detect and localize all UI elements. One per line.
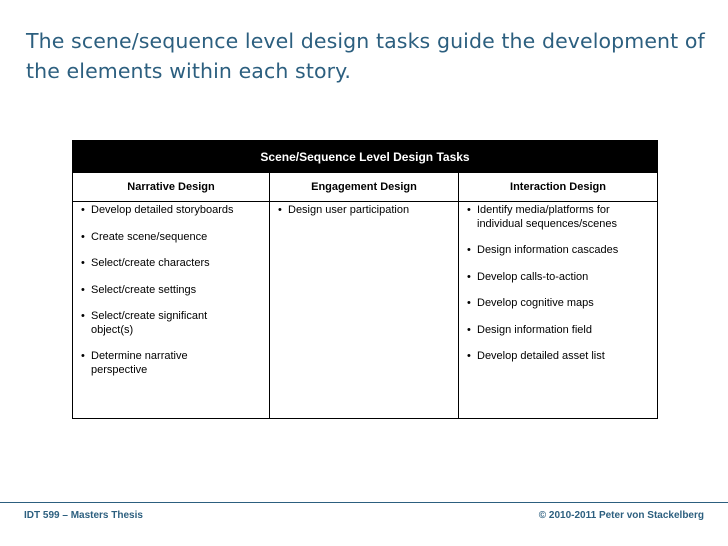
design-tasks-table (72, 140, 658, 419)
list-item: • Develop detailed asset list (467, 350, 651, 364)
list-item: • Create scene/sequence (81, 231, 263, 245)
engagement-design-column (270, 202, 459, 419)
list-item: • Develop cognitive maps (467, 297, 651, 311)
list-item: • Select/create settings (81, 284, 263, 298)
list-item: • Design user participation (278, 204, 452, 218)
list-item: • Develop detailed storyboards (81, 204, 263, 218)
column-header-engagement: Engagement Design (270, 173, 459, 201)
list-item: • Determine narrative perspective (81, 350, 201, 377)
footer-copyright: © 2010-2011 Peter von Stackelberg (538, 510, 704, 521)
column-header-narrative: Narrative Design (73, 173, 270, 201)
footer-course-label: IDT 599 – Masters Thesis (24, 510, 143, 521)
column-header-interaction: Interaction Design (510, 181, 606, 193)
table-header: Scene/Sequence Level Design Tasks (73, 141, 657, 173)
table-body-row (73, 202, 657, 419)
list-item: • Select/create significant object(s) (81, 310, 221, 337)
list-item: • Identify media/platforms for individual sequences/scenes (467, 204, 642, 231)
list-item: • Develop calls-to-action (467, 271, 651, 285)
slide-title: The scene/sequence level design tasks guide the development of the elements within each story. (26, 29, 705, 83)
list-item: • Design information field (467, 324, 651, 338)
interaction-design-column (459, 202, 657, 419)
column-header-row (73, 173, 657, 202)
footer-divider (0, 502, 728, 503)
engagement-task-list (278, 204, 452, 218)
interaction-task-list (467, 204, 651, 364)
list-item: • Select/create characters (81, 257, 263, 271)
narrative-task-list (81, 204, 263, 377)
list-item: • Design information cascades (467, 244, 651, 258)
narrative-design-column (73, 202, 270, 419)
